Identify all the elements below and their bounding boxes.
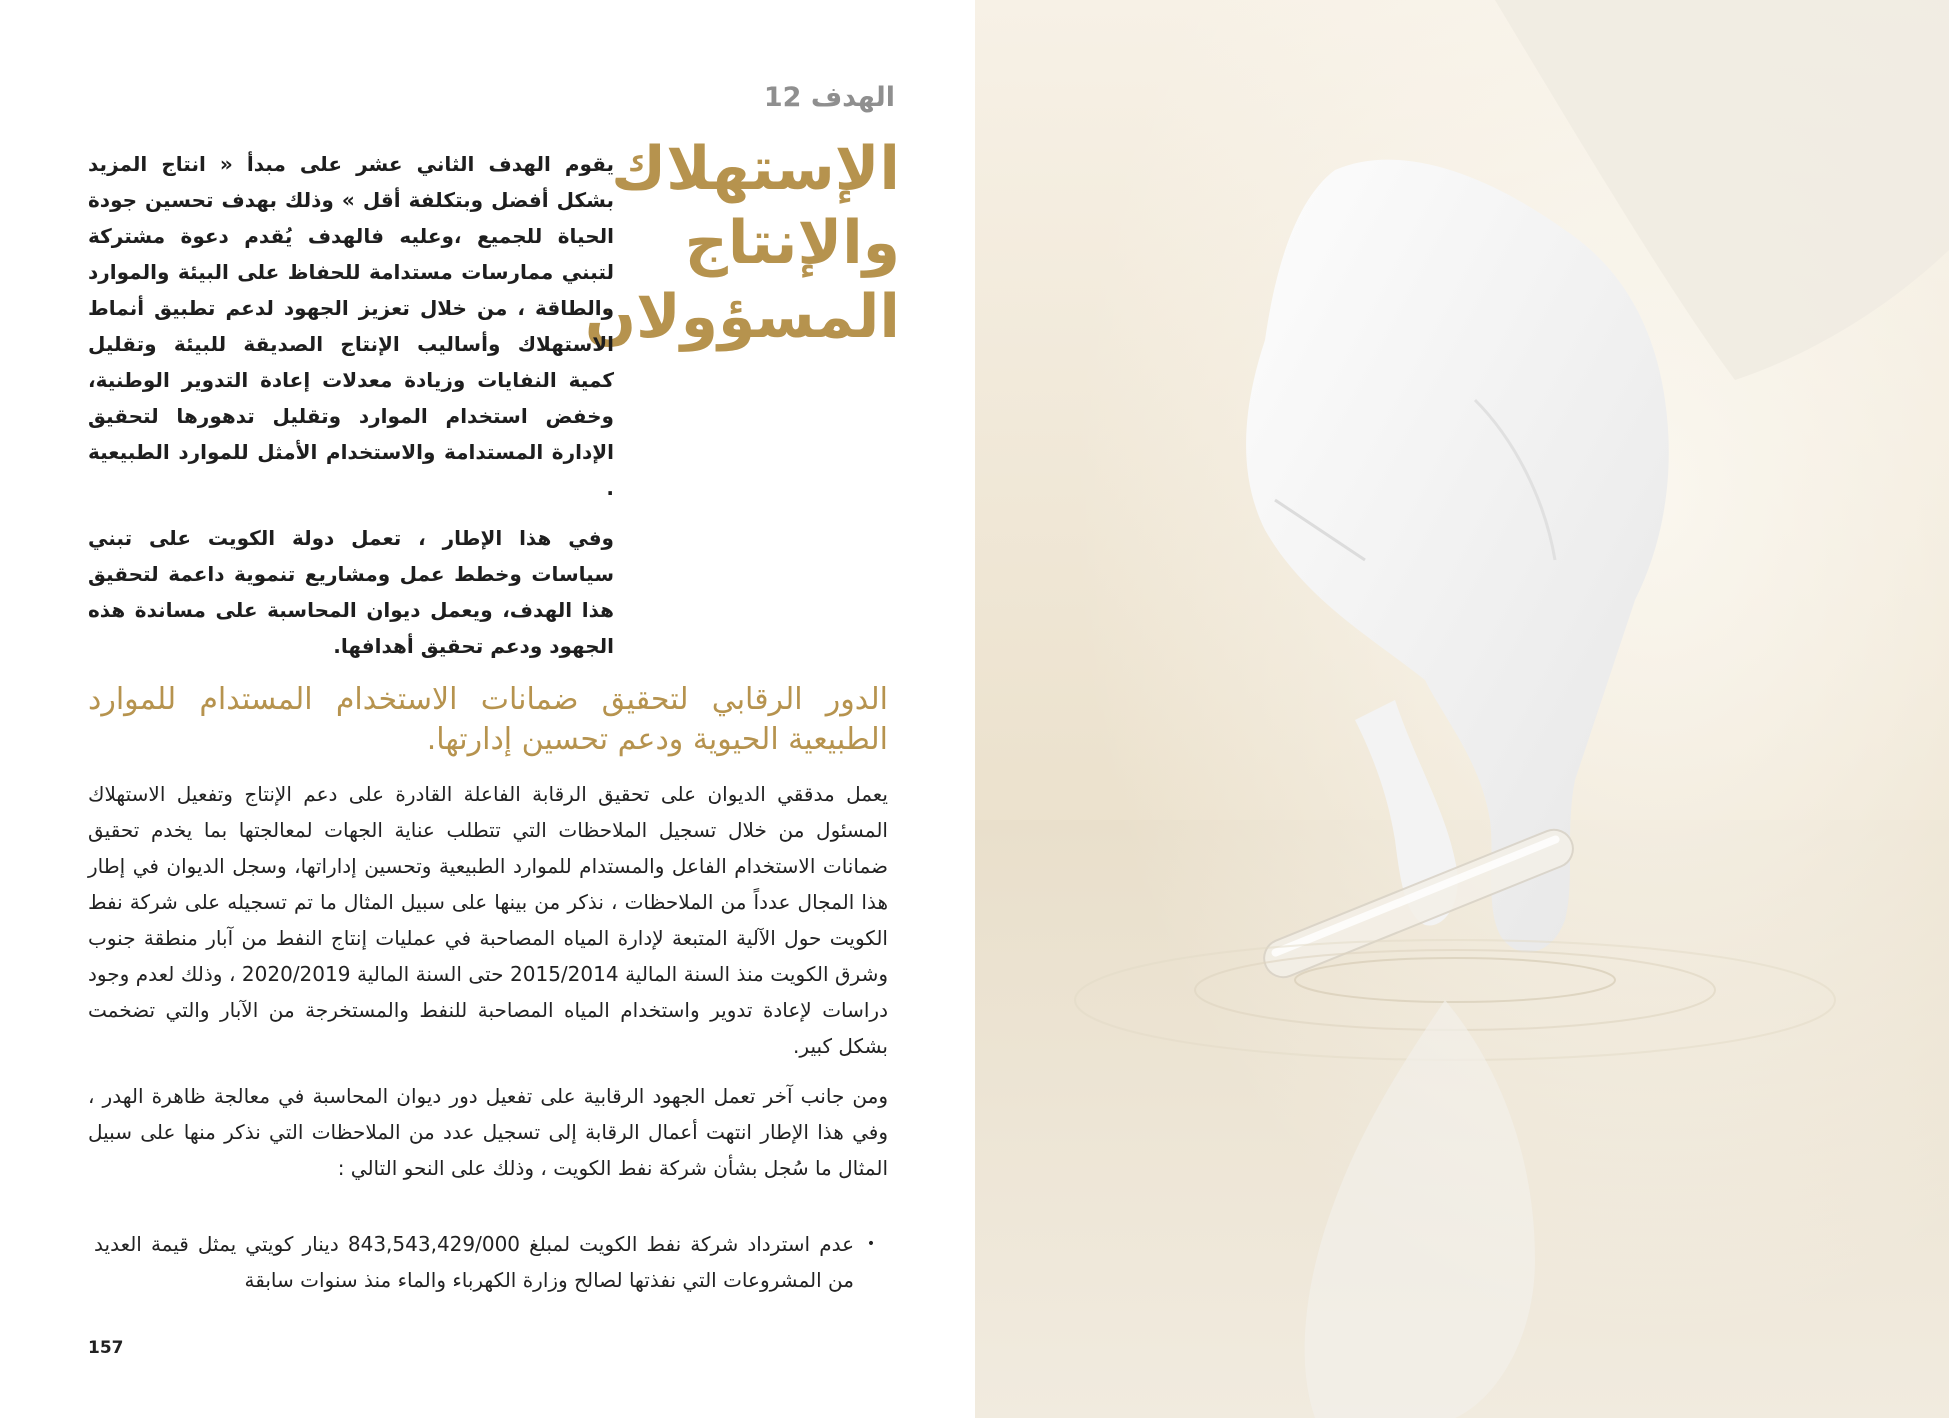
gloved-hand-water-image xyxy=(975,0,1949,1418)
bullet-item xyxy=(88,1226,888,1298)
bullet-text: عدم استرداد شركة نفط الكويت لمبلغ 843,543,429/000 دينار كويتي يمثل قيمة العديد من المشروعات التي نفذتها لصالح وزارة الكهرباء والماء منذ سنوات سابقة xyxy=(94,1232,855,1292)
section-body xyxy=(88,776,888,1200)
intro-text xyxy=(88,146,614,678)
title-line-2: والإنتاج xyxy=(684,208,900,278)
title-line-3: المسؤولان xyxy=(584,282,900,352)
page-number: 157 xyxy=(88,1338,124,1358)
section-paragraph-2: ومن جانب آخر تعمل الجهود الرقابية على تفعيل دور ديوان المحاسبة في معالجة ظاهرة الهدر ، وفي هذا الإطار انتهت أعمال الرقابة إلى تسجيل عدد من الملاحظات التي نذكر منها على سبيل المثال ما سُجل بشأن شركة نفط الكويت ، وذلك على النحو التالي : xyxy=(88,1084,888,1180)
photo-panel xyxy=(975,0,1949,1418)
title-line-1: الإستهلاك xyxy=(611,134,900,204)
bullet-marker: • xyxy=(866,1236,876,1252)
intro-paragraph-2: وفي هذا الإطار ، تعمل دولة الكويت على تبني سياسات وخطط عمل ومشاريع تنموية داعمة لتحقيق هذا الهدف، ويعمل ديوان المحاسبة على مساندة هذه الجهود ودعم تحقيق أهدافها. xyxy=(88,526,614,658)
page-title xyxy=(584,132,900,354)
section-paragraph-1: يعمل مدققي الديوان على تحقيق الرقابة الفاعلة القادرة على دعم الإنتاج وتفعيل الاستهلاك المسئول من خلال تسجيل الملاحظات التي تتطلب عناية الجهات لمعالجتها بما يخدم تحقيق ضمانات الاستخدام الفاعل والمستدام للموارد الطبيعية وتحسين إداراتها، وسجل الديوان في إطار هذا المجال عدداً من الملاحظات ، نذكر من بينها على سبيل المثال ما تم تسجيله على شركة نفط الكويت حول الآلية المتبعة لإدارة المياه المصاحبة في عمليات إنتاج النفط من آبار منطقة جنوب وشرق الكويت منذ السنة المالية 2015/2014 حتى السنة المالية 2020/2019 ، وذلك لعدم وجود دراسات لإعادة تدوير واستخدام المياه المصاحبة للنفط والمستخرجة من الآبار والتي تضخمت بشكل كبير. xyxy=(88,782,888,1058)
section-heading: الدور الرقابي لتحقيق ضمانات الاستخدام المستدام للموارد الطبيعية الحيوية ودعم تحسين إدارتها. xyxy=(88,682,888,757)
goal-label: الهدف 12 xyxy=(763,82,895,113)
intro-paragraph-1: يقوم الهدف الثاني عشر على مبدأ « انتاج المزيد بشكل أفضل وبتكلفة أقل » وذلك بهدف تحسين جودة الحياة للجميع ،وعليه فالهدف يُقدم دعوة مشتركة لتبني ممارسات مستدامة للحفاظ على البيئة والموارد والطاقة ، من خلال تعزيز الجهود لدعم تطبيق أنماط الاستهلاك وأساليب الإنتاج الصديقة للبيئة وتقليل كمية النفايات وزيادة معدلات إعادة التدوير الوطنية، وخفض استخدام الموارد وتقليل تدهورها لتحقيق الإدارة المستدامة والاستخدام الأمثل للموارد الطبيعية . xyxy=(88,152,614,500)
